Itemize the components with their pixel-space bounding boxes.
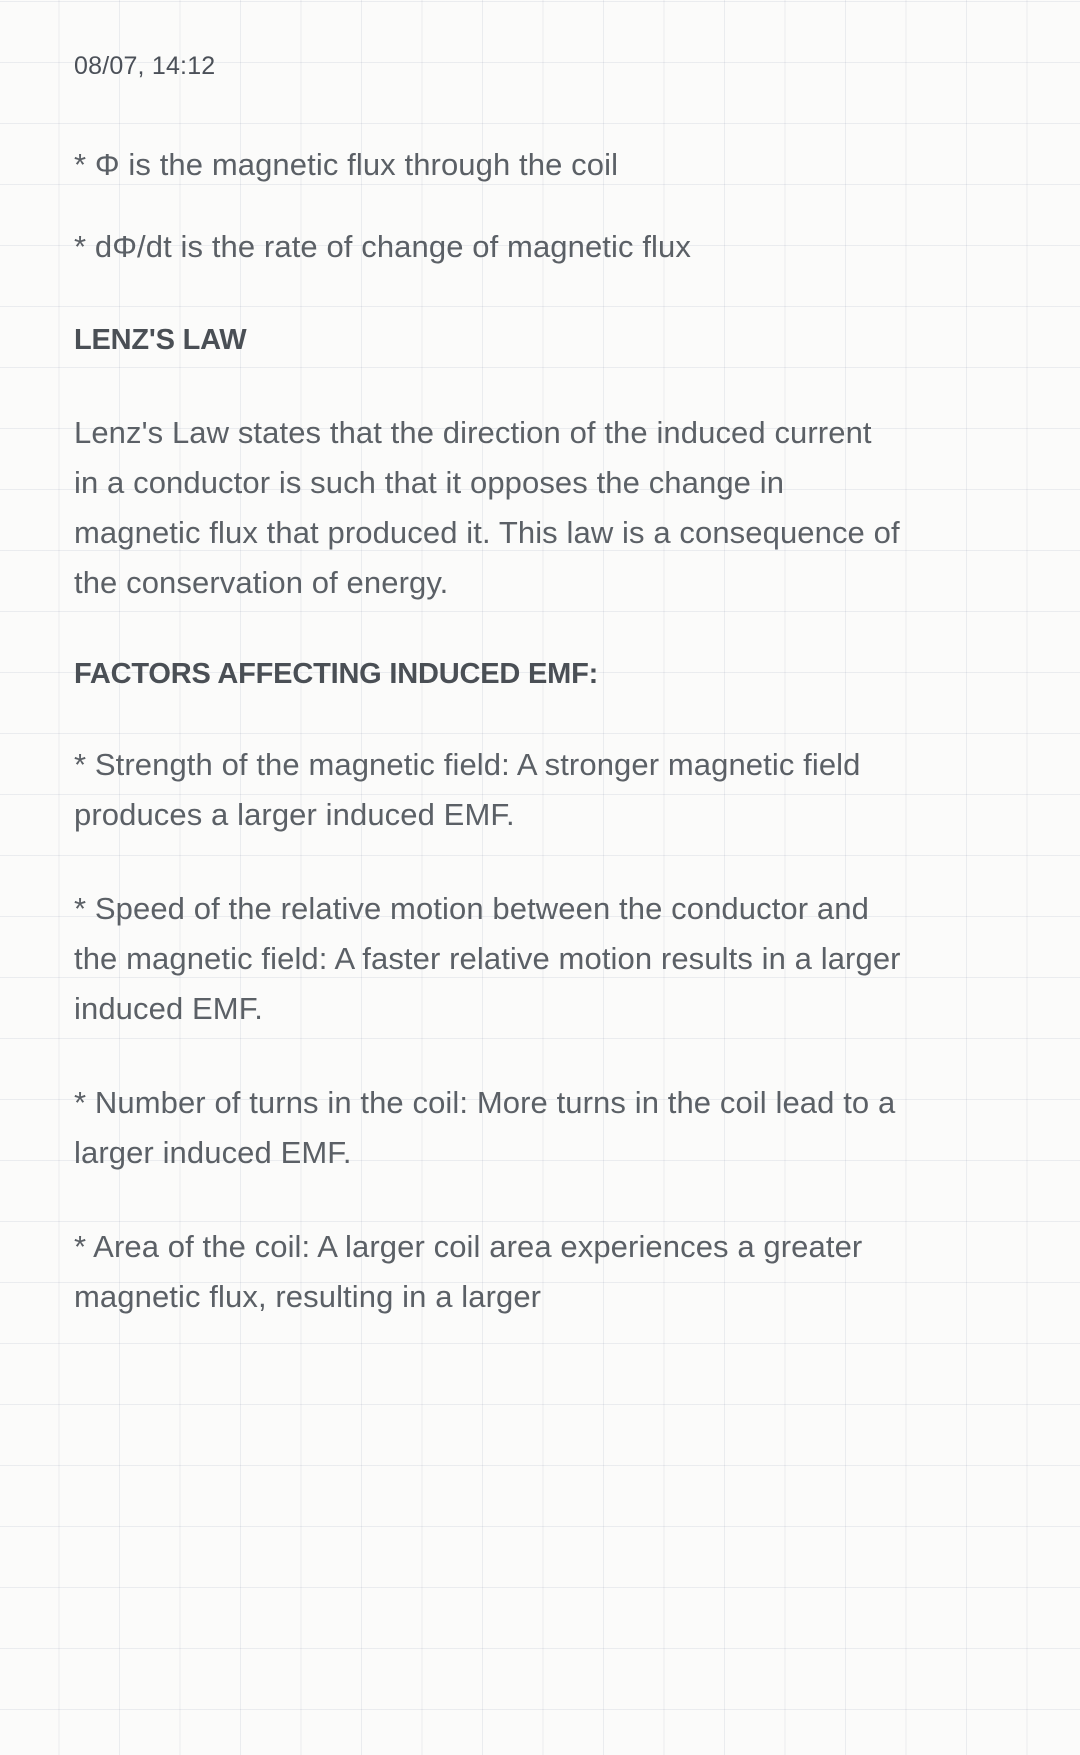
- heading-factors-affecting-induced-emf: FACTORS AFFECTING INDUCED EMF:: [74, 658, 599, 690]
- note-content: [74, 140, 904, 1354]
- bullet-magnetic-flux: * Φ is the magnetic flux through the coil: [74, 147, 619, 182]
- heading-lenzs-law: LENZ'S LAW: [74, 324, 247, 356]
- bullet-field-strength: * Strength of the magnetic field: A stronger magnetic field produces a larger induced EMF.: [74, 747, 861, 832]
- bullet-rate-of-change: * dΦ/dt is the rate of change of magnetic flux: [74, 229, 691, 264]
- note-timestamp: 08/07, 14:12: [74, 52, 216, 80]
- bullet-coil-area: * Area of the coil: A larger coil area experiences a greater magnetic flux, resulting in a larger: [74, 1229, 863, 1314]
- bullet-number-of-turns: * Number of turns in the coil: More turns in the coil lead to a larger induced EMF.: [74, 1085, 896, 1170]
- bullet-relative-motion-speed: * Speed of the relative motion between the conductor and the magnetic field: A faster relative motion results in a larger induced EMF.: [74, 891, 901, 1026]
- paragraph-lenzs-law-definition: Lenz's Law states that the direction of the induced current in a conductor is such that it opposes the change in magnetic flux that produced it. This law is a consequence of the conservation of energy.: [74, 415, 900, 600]
